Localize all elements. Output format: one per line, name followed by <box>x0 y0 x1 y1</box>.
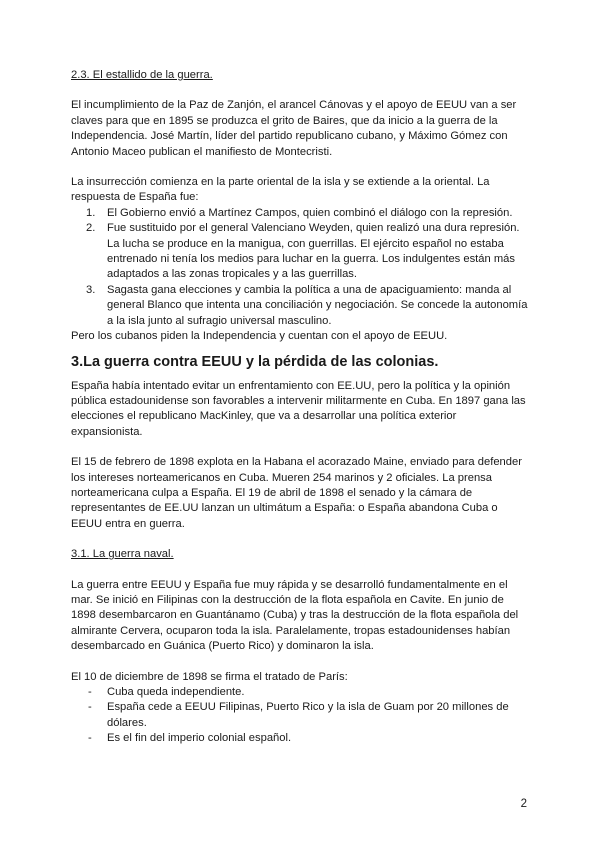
section-2-3-paragraph-2: La insurrección comienza en la parte oriental de la isla y se extiende a la oriental. La respuesta de España fue: <box>71 176 490 204</box>
list-marker: 2. <box>86 222 96 235</box>
list-item <box>71 221 529 283</box>
list-item <box>71 685 529 700</box>
list-marker: 1. <box>86 206 96 219</box>
document-page <box>71 68 529 747</box>
page-number: 2 <box>520 798 527 810</box>
section-3-1-heading: 3.1. La guerra naval. <box>71 548 174 561</box>
list-item-text: España cede a EEUU Filipinas, Puerto Rico y la isla de Guam por 20 millones de dólares. <box>107 701 509 729</box>
list-marker: - <box>88 686 92 698</box>
list-item <box>71 700 529 731</box>
section-3-paragraph-2: El 15 de febrero de 1898 explota en la Habana el acorazado Maine, enviado para defender los intereses norteamericanos en Cuba. Mueren 254 marinos y 2 oficiales. La prensa norteamericana culpa a España. El 19 de abril de 1898 el senado y la cámara de representantes de EE.UU lanzan un ultimátum a España: o España abandona Cuba o EEUU entra en guerra. <box>71 456 522 530</box>
list-marker: 3. <box>86 283 96 296</box>
section-3-1-paragraph-1: La guerra entre EEUU y España fue muy rápida y se desarrolló fundamentalmente en el mar. Se inició en Filipinas con la destrucción de la flota española en Cavite. En junio de 1898 desembarcaron en Guantánamo (Cuba) y tras la destrucción de la flota española del almirante Cervera, ocuparon toda la isla. Paralelamente, tropas estadounidenses habían desembarcado en Guánica (Puerto Rico) y dominaron la isla. <box>71 578 519 653</box>
list-item-text: Cuba queda independiente. <box>107 686 245 698</box>
section-3-paragraph-1: España había intentado evitar un enfrentamiento con EE.UU, pero la política y la opinión pública estadounidense son favorables a intervenir militarmente en Cuba. En 1897 gana las elecciones el republicano MacKinley, que va a desarrollar una política exterior expansionista. <box>71 379 526 438</box>
section-2-3-closing: Pero los cubanos piden la Independencia y cuentan con el apoyo de EEUU. <box>71 330 448 343</box>
list-marker: - <box>88 701 92 714</box>
list-item-text: Es el fin del imperio colonial español. <box>107 732 292 745</box>
list-marker: - <box>88 732 92 745</box>
list-item <box>71 731 529 746</box>
list-item-text: Sagasta gana elecciones y cambia la política a una de apaciguamiento: manda al general Blanco que intenta una conciliación y negociación. Se concede la autonomía a la isla junto al sufragio universal masculino. <box>107 283 528 327</box>
spain-response-list <box>71 206 529 329</box>
list-item-text: Fue sustituido por el general Valenciano Weyden, quien realizó una dura represión. La lucha se produce en la manigua, con guerrillas. El ejército español no estaba entrenado ni tenía los medios para luchar en la guerra. Los indulgentes están más adaptados a las zonas tropicales y a las guerrillas. <box>107 222 520 281</box>
list-item-text: El Gobierno envió a Martínez Campos, quien combinó el diálogo con la represión. <box>107 206 513 219</box>
section-3-1-paragraph-2: El 10 de diciembre de 1898 se firma el tratado de París: <box>71 670 348 683</box>
section-2-3-paragraph-1: El incumplimiento de la Paz de Zanjón, el arancel Cánovas y el apoyo de EEUU van a ser claves para que en 1895 se produzca el grito de Baires, que da inicio a la guerra de la Independencia. José Martín, líder del partido republicano cubano, y Máximo Gómez con Antonio Maceo publican el manifiesto de Montecristi. <box>71 99 517 158</box>
list-item <box>71 206 529 221</box>
section-3-heading: 3.La guerra contra EEUU y la pérdida de las colonias. <box>71 353 439 370</box>
treaty-terms-list <box>71 685 529 747</box>
list-item <box>71 283 529 329</box>
section-2-3-heading: 2.3. El estallido de la guerra. <box>71 69 213 81</box>
